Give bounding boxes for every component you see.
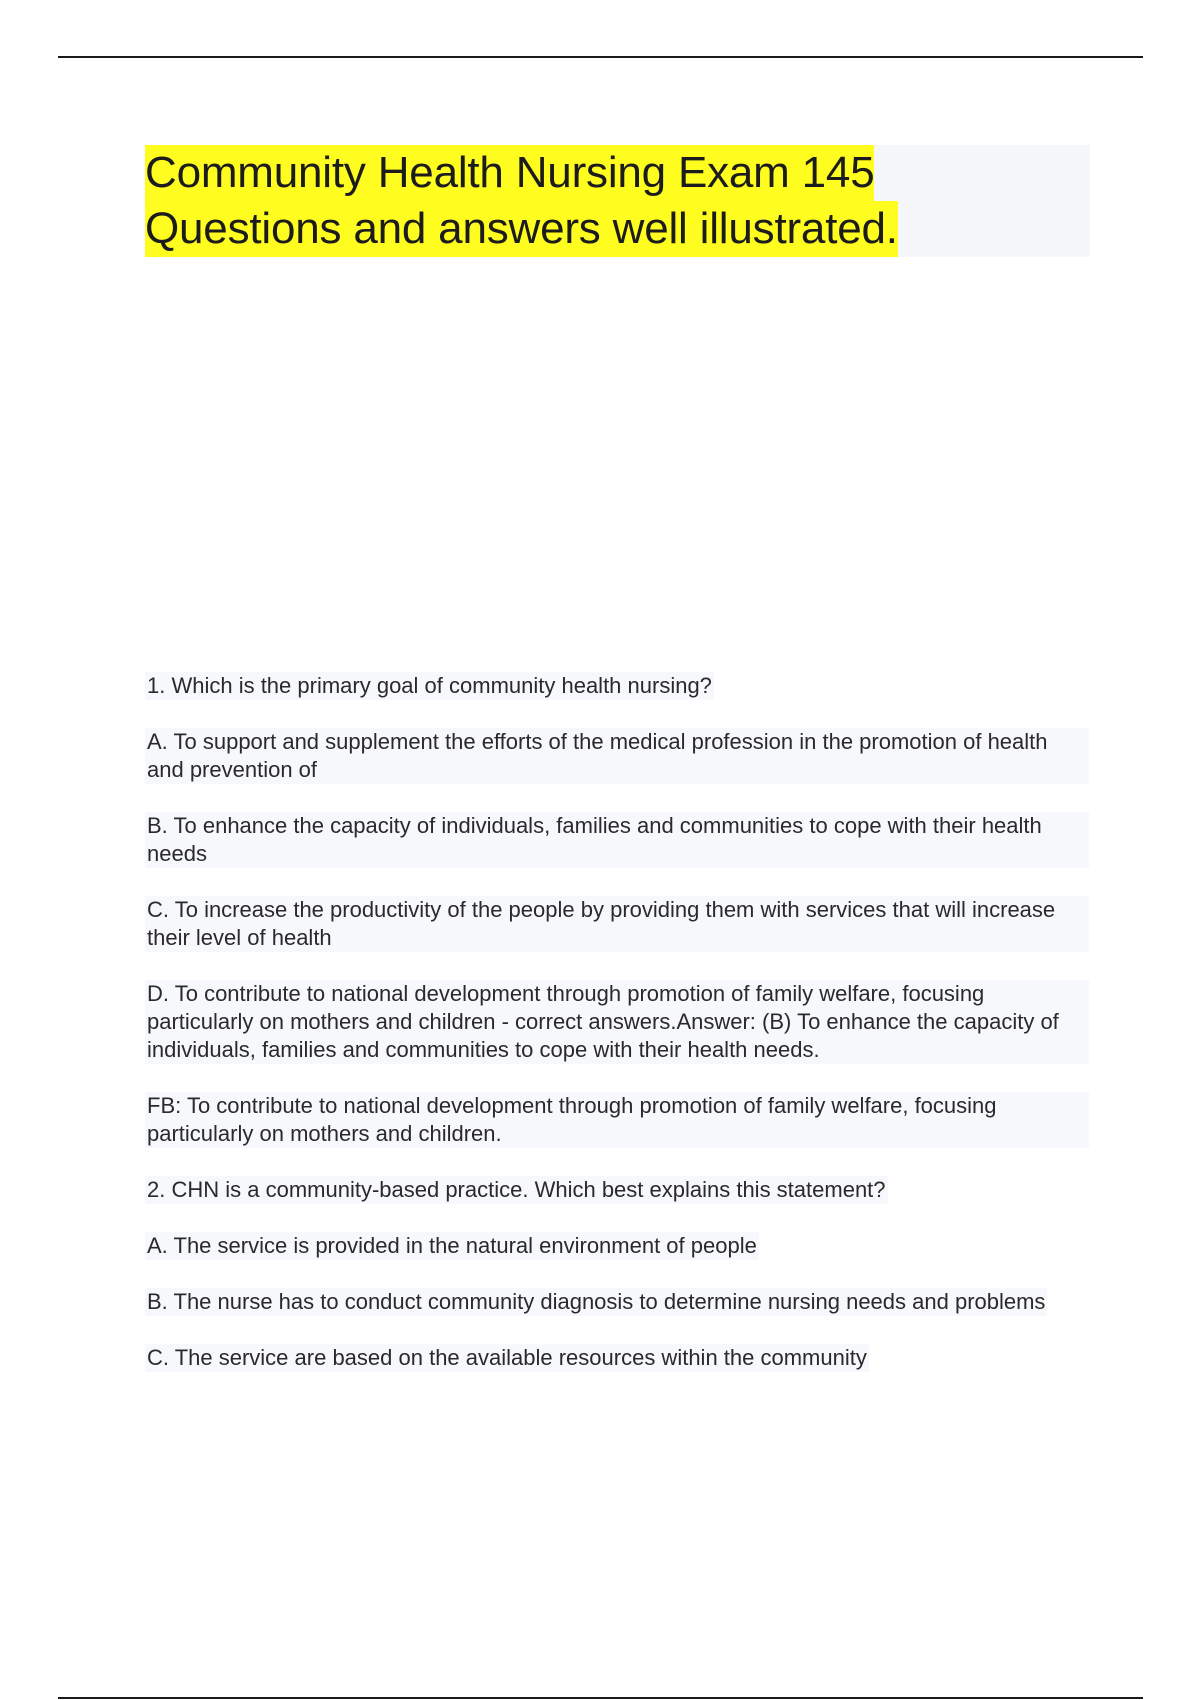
- question-2-option-a: A. The service is provided in the natural environment of people: [147, 1233, 757, 1258]
- question-2: 2. CHN is a community-based practice. Which best explains this statement?: [147, 1177, 886, 1202]
- question-2-option-b: B. The nurse has to conduct community diagnosis to determine nursing needs and problems: [147, 1289, 1046, 1314]
- question-1-option-c: C. To increase the productivity of the people by providing them with services that will increase their level of health: [145, 896, 1089, 952]
- question-1-option-d-answer: D. To contribute to national development through promotion of family welfare, focusing particularly on mothers and children - correct answers.Answer: (B) To enhance the capacity of individuals, families and communities to cope with their health needs.: [145, 980, 1089, 1064]
- title-line-1: Community Health Nursing Exam 145: [145, 145, 874, 201]
- question-1-option-a: A. To support and supplement the efforts of the medical profession in the promotion of health and prevention of: [145, 728, 1089, 784]
- top-rule: [58, 56, 1143, 58]
- question-content: [145, 672, 1090, 1400]
- question-1-option-b: B. To enhance the capacity of individuals, families and communities to cope with their health needs: [145, 812, 1089, 868]
- bottom-rule: [58, 1697, 1143, 1699]
- question-1-feedback: FB: To contribute to national development through promotion of family welfare, focusing particularly on mothers and children.: [145, 1092, 1089, 1148]
- document-title: [145, 145, 1090, 257]
- question-1: 1. Which is the primary goal of community health nursing?: [147, 673, 712, 698]
- title-line-2: Questions and answers well illustrated.: [145, 201, 898, 257]
- question-2-option-c: C. The service are based on the available resources within the community: [147, 1345, 867, 1370]
